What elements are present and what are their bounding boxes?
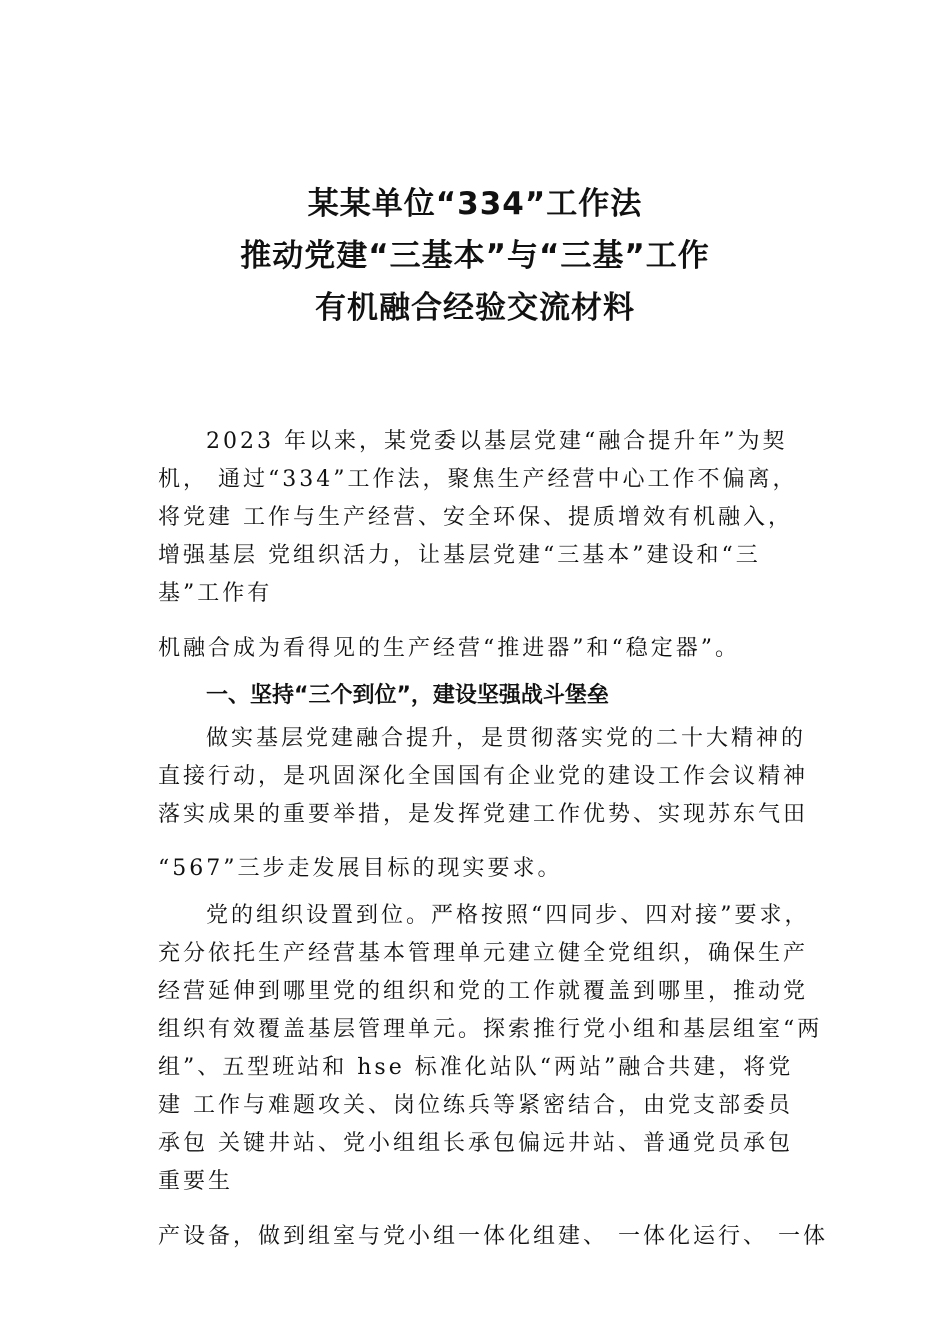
text-line: 建 工作与难题攻关、岗位练兵等紧密结合，由党支部委员	[158, 1093, 793, 1118]
text-line: 党的组织设置到位。严格按照“四同步、四对接”要求，	[206, 903, 810, 928]
text-line: 增强基层 党组织活力，让基层党建“三基本”建设和“三	[158, 543, 761, 568]
text-line: 产设备，做到组室与党小组一体化组建、 一体化运行、 一体	[158, 1224, 828, 1249]
text-line: 基”工作有	[158, 581, 273, 606]
paragraph-organization-continued	[158, 1218, 828, 1256]
paragraph-section1	[158, 720, 828, 834]
text-line: 落实成果的重要举措，是发挥党建工作优势、实现苏东气田	[158, 802, 809, 827]
document-title	[0, 178, 950, 334]
text-line: 经营延伸到哪里党的组织和党的工作就覆盖到哪里，推动党	[158, 979, 809, 1004]
text-line: 做实基层党建融合提升，是贯彻落实党的二十大精神的	[206, 726, 807, 751]
paragraph-section1-continued	[158, 850, 828, 888]
text-line: “567”三步走发展目标的现实要求。	[158, 856, 563, 881]
text-line: 机， 通过“334”工作法，聚焦生产经营中心工作不偏离，	[158, 467, 798, 492]
text-line: 组”、五型班站和 hse 标准化站队“两站”融合共建，将党	[158, 1055, 794, 1080]
text-line: 将党建 工作与生产经营、安全环保、提质增效有机融入，	[158, 505, 793, 530]
text-line: 充分依托生产经营基本管理单元建立健全党组织，确保生产	[158, 941, 809, 966]
section-heading-1: 一、坚持“三个到位”，建设坚强战斗堡垒	[206, 683, 609, 708]
paragraph-intro-continued	[158, 630, 828, 668]
title-line-1: 某某单位“334”工作法	[307, 186, 643, 222]
text-line: 组织有效覆盖基层管理单元。探索推行党小组和基层组室“两	[158, 1017, 823, 1042]
text-line: 机融合成为看得见的生产经营“推进器”和“稳定器”。	[158, 636, 740, 661]
text-line: 重要生	[158, 1169, 234, 1194]
paragraph-intro	[158, 423, 828, 613]
title-line-2: 推动党建“三基本”与“三基”工作	[240, 238, 710, 274]
paragraph-organization	[158, 897, 828, 1201]
title-line-3: 有机融合经验交流材料	[315, 290, 635, 326]
text-line: 直接行动，是巩固深化全国国有企业党的建设工作会议精神	[158, 764, 809, 789]
text-line: 承包 关键井站、党小组组长承包偏远井站、普通党员承包	[158, 1131, 793, 1156]
text-line: 2023 年以来，某党委以基层党建“融合提升年”为契	[206, 429, 788, 454]
